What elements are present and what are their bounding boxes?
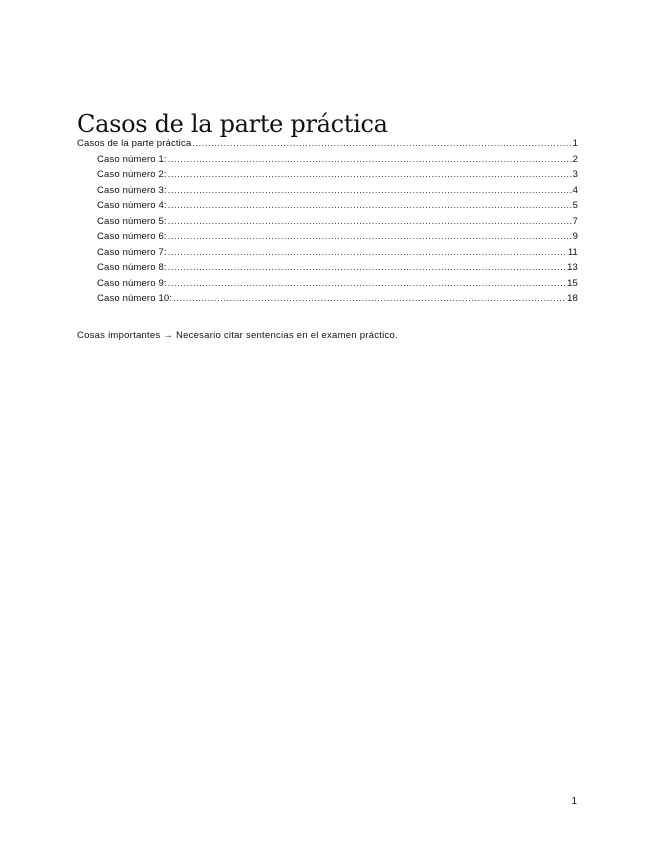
toc-entry-page: 18 — [567, 293, 578, 304]
toc-entry-caso-8[interactable] — [77, 262, 578, 278]
toc-entry-label: Caso número 8: — [97, 262, 167, 273]
toc-dot-leader — [168, 231, 572, 242]
toc-entry-label: Caso número 6: — [97, 231, 167, 242]
toc-entry-caso-2[interactable] — [77, 169, 578, 185]
toc-entry-caso-9[interactable] — [77, 278, 578, 294]
toc-entry-caso-7[interactable] — [77, 247, 578, 263]
toc-entry-label: Caso número 5: — [97, 215, 167, 227]
toc-entry-caso-3[interactable] — [77, 185, 578, 201]
toc-dot-leader — [168, 200, 572, 211]
toc-entry-label: Caso número 7: — [97, 246, 167, 258]
important-note: Cosas importantes → Necesario citar sentencias en el examen práctico. — [77, 329, 398, 341]
toc-entry-label: Caso número 9: — [97, 277, 167, 289]
toc-dot-leader — [168, 216, 572, 227]
toc-entry-label: Caso número 2: — [97, 169, 167, 180]
toc-entry-caso-5[interactable] — [77, 216, 578, 232]
toc-entry-page: 7 — [572, 215, 578, 227]
toc-entry-page: 4 — [572, 184, 578, 196]
toc-dot-leader — [168, 154, 572, 165]
toc-entry-main[interactable] — [77, 138, 578, 154]
toc-entry-page: 9 — [572, 231, 578, 242]
toc-entry-caso-6[interactable] — [77, 231, 578, 247]
toc-entry-caso-10[interactable] — [77, 293, 578, 309]
toc-dot-leader — [168, 185, 572, 196]
table-of-contents — [77, 138, 578, 309]
toc-entry-caso-4[interactable] — [77, 200, 578, 216]
toc-entry-label: Caso número 3: — [97, 184, 167, 196]
toc-dot-leader — [168, 278, 566, 289]
document-title: Casos de la parte práctica — [77, 110, 388, 139]
toc-entry-caso-1[interactable] — [77, 154, 578, 170]
toc-entry-page: 11 — [567, 246, 578, 258]
toc-entry-label: Caso número 1: — [97, 153, 167, 165]
page-number: 1 — [571, 796, 577, 807]
toc-entry-label: Caso número 4: — [97, 200, 167, 211]
toc-entry-page: 2 — [572, 153, 578, 165]
toc-dot-leader — [192, 138, 571, 149]
toc-dot-leader — [173, 293, 566, 304]
toc-entry-label: Caso número 10: — [97, 293, 173, 304]
toc-entry-page: 3 — [572, 169, 578, 180]
toc-entry-page: 5 — [572, 200, 578, 211]
toc-entry-label: Casos de la parte práctica — [77, 138, 192, 149]
toc-dot-leader — [168, 262, 566, 273]
toc-entry-page: 13 — [567, 262, 578, 273]
toc-dot-leader — [168, 169, 572, 180]
toc-entry-page: 15 — [567, 277, 578, 289]
toc-dot-leader — [168, 247, 567, 258]
toc-entry-page: 1 — [572, 138, 578, 149]
